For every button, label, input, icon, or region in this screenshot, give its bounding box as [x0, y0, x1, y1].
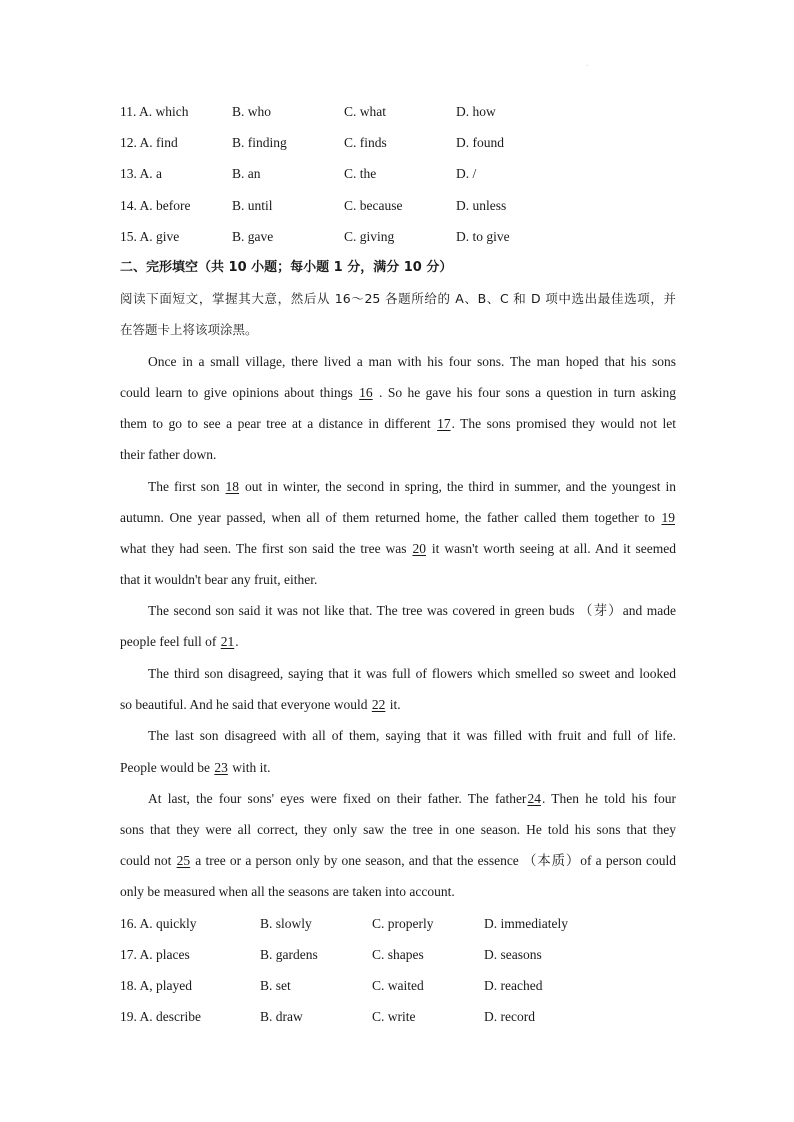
option-d: D. immediately [484, 916, 568, 931]
option-c: C. giving [344, 229, 395, 244]
passage-line: could not 25 a tree or a person only by one season, and that the essence （本质）of a person could [120, 853, 677, 868]
option-b: B. draw [260, 1009, 303, 1024]
passage-line: them to go to see a pear tree at a distance in different 17. The sons promised they would not let [120, 416, 676, 431]
option-c: C. properly [372, 916, 434, 931]
option-c: C. the [344, 166, 377, 181]
blank-21: 21 [220, 634, 235, 649]
option-d: D. seasons [484, 947, 542, 962]
passage-line: The second son said it was not like that. The tree was covered in green buds （芽）and made [148, 603, 676, 618]
options-row-14 [120, 195, 676, 217]
option-c: C. waited [372, 978, 424, 993]
option-d: D. record [484, 1009, 535, 1024]
blank-17: 17 [437, 416, 451, 431]
option-a: 19. A. describe [120, 1009, 201, 1024]
passage-line: The last son disagreed with all of them, saying that it was filled with fruit and full of life. [148, 728, 676, 743]
options-row-12 [120, 132, 676, 154]
option-c: C. finds [344, 135, 387, 150]
option-d: D. how [456, 104, 496, 119]
blank-16: 16 [359, 385, 373, 400]
option-a: 18. A, played [120, 978, 192, 993]
options-row-11 [120, 101, 676, 123]
options-row-16 [120, 913, 676, 935]
option-a: 16. A. quickly [120, 916, 197, 931]
blank-22: 22 [371, 697, 386, 712]
passage-line: their father down. [120, 447, 217, 462]
option-d: D. found [456, 135, 504, 150]
instructions-line-1: 阅读下面短文，掌握其大意，然后从 16～25 各题所给的 A、B、C 和 D 项中选出最佳选项，并 [120, 291, 676, 306]
option-c: C. because [344, 198, 403, 213]
option-d: D. reached [484, 978, 543, 993]
option-a: 13. A. a [120, 166, 162, 181]
option-b: B. finding [232, 135, 287, 150]
option-b: B. gardens [260, 947, 318, 962]
option-a: 11. A. which [120, 104, 189, 119]
options-row-18 [120, 975, 676, 997]
section-heading: 二、完形填空（共 10 小题；每小题 1 分，满分 10 分） [120, 260, 453, 275]
blank-20: 20 [412, 541, 426, 556]
passage-line: People would be 23 with it. [120, 760, 271, 775]
blank-18: 18 [225, 479, 240, 494]
option-d: D. to give [456, 229, 510, 244]
option-c: C. write [372, 1009, 416, 1024]
corner-mark: · [586, 62, 589, 70]
options-row-13 [120, 163, 676, 185]
option-b: B. an [232, 166, 261, 181]
instructions-line-2: 在答题卡上将该项涂黑。 [120, 322, 258, 337]
option-c: C. shapes [372, 947, 424, 962]
passage-line: people feel full of 21. [120, 634, 239, 649]
option-b: B. slowly [260, 916, 312, 931]
option-a: 17. A. places [120, 947, 190, 962]
options-row-17 [120, 944, 676, 966]
passage-line: sons that they were all correct, they only saw the tree in one season. He told his sons that they [120, 822, 676, 837]
passage-line: what they had seen. The first son said the tree was 20 it wasn't worth seeing at all. And it seemed [120, 541, 676, 556]
blank-19: 19 [661, 510, 675, 525]
passage-line: The first son 18 out in winter, the second in spring, the third in summer, and the youngest in [148, 479, 676, 494]
option-b: B. gave [232, 229, 274, 244]
passage-line: autumn. One year passed, when all of them returned home, the father called them together to 19 [120, 510, 675, 525]
option-b: B. until [232, 198, 273, 213]
blank-25: 25 [176, 853, 191, 868]
option-d: D. unless [456, 198, 507, 213]
options-row-15 [120, 226, 676, 248]
option-a: 15. A. give [120, 229, 180, 244]
option-d: D. / [456, 166, 477, 181]
passage-line: The third son disagreed, saying that it was full of flowers which smelled so sweet and looked [148, 666, 676, 681]
option-a: 14. A. before [120, 198, 191, 213]
passage-line: only be measured when all the seasons are taken into account. [120, 884, 455, 899]
passage-line: so beautiful. And he said that everyone would 22 it. [120, 697, 401, 712]
option-b: B. who [232, 104, 272, 119]
option-b: B. set [260, 978, 291, 993]
passage-line: At last, the four sons' eyes were fixed on their father. The father24. Then he told his four [148, 791, 676, 806]
passage-line: Once in a small village, there lived a man with his four sons. The man hoped that his sons [148, 354, 676, 369]
blank-23: 23 [214, 760, 228, 775]
option-a: 12. A. find [120, 135, 178, 150]
passage-line: that it wouldn't bear any fruit, either. [120, 572, 318, 587]
option-c: C. what [344, 104, 386, 119]
passage-line: could learn to give opinions about things 16 . So he gave his four sons a question in turn asking [120, 385, 676, 400]
options-row-19 [120, 1006, 676, 1028]
blank-24: 24 [527, 791, 541, 806]
